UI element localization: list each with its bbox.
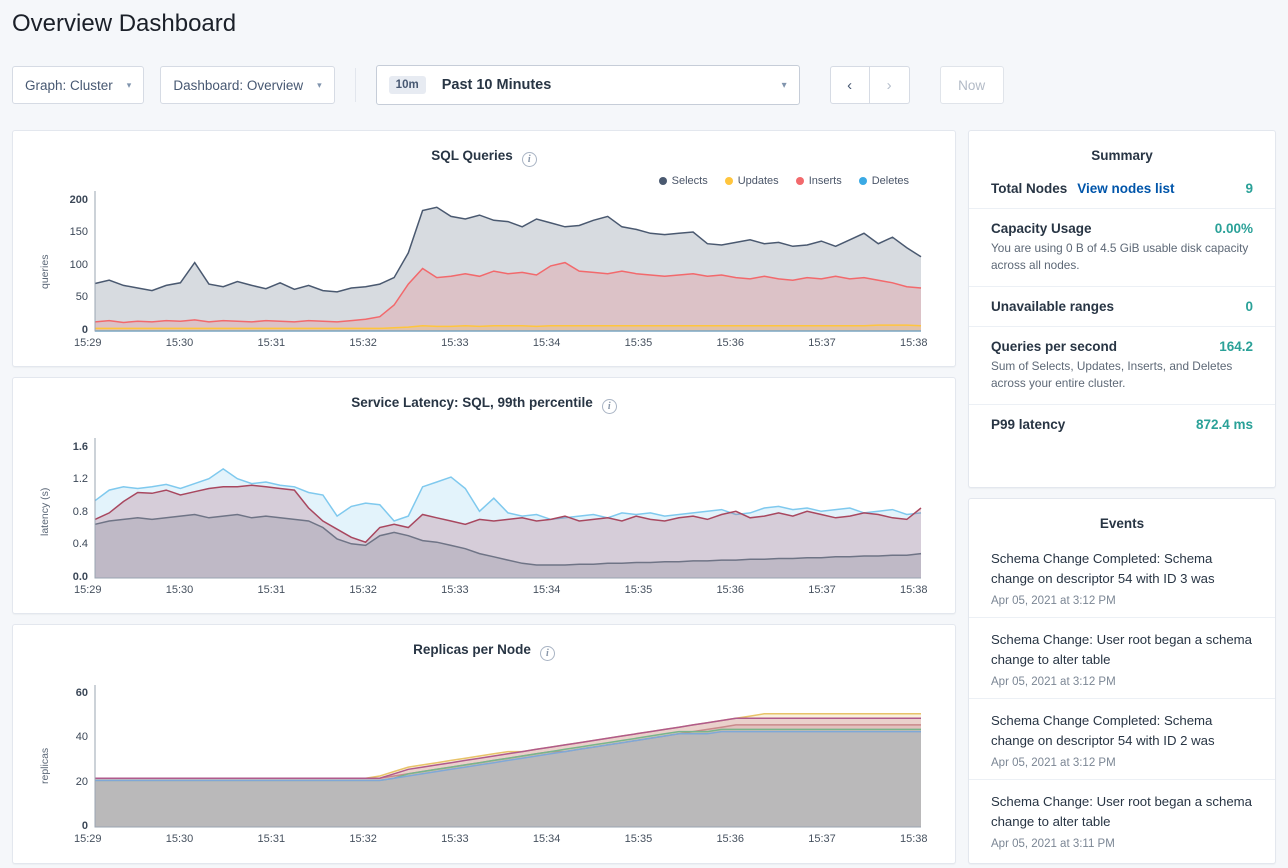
summary-row-value: 0.00% <box>1214 221 1253 236</box>
x-axis-tick: 15:37 <box>808 584 836 596</box>
chart-title-text: SQL Queries <box>431 148 513 163</box>
summary-row-key: P99 latency <box>991 417 1066 433</box>
events-list <box>969 537 1275 860</box>
dashboard-selector[interactable] <box>160 66 334 104</box>
chevron-down-icon: ▾ <box>317 79 322 90</box>
event-item[interactable] <box>969 617 1275 698</box>
summary-row-key: Capacity Usage <box>991 221 1092 236</box>
x-axis-tick: 15:33 <box>441 833 469 845</box>
event-timestamp: Apr 05, 2021 at 3:12 PM <box>991 594 1116 607</box>
info-icon[interactable]: i <box>522 152 537 167</box>
summary-row-description: Sum of Selects, Updates, Inserts, and Deletes across your entire cluster. <box>991 359 1233 391</box>
chart-title-text: Replicas per Node <box>413 642 531 657</box>
summary-card <box>968 130 1276 488</box>
y-axis-tick: 60 <box>75 686 88 699</box>
legend-label: Updates <box>737 175 779 187</box>
chart-svg <box>13 131 957 368</box>
summary-row-value: 9 <box>1245 181 1253 196</box>
y-axis-label: latency (s) <box>39 487 51 536</box>
summary-row-line <box>991 339 1253 354</box>
event-timestamp: Apr 05, 2021 at 3:12 PM <box>991 675 1116 688</box>
summary-row-value: 872.4 ms <box>1195 417 1253 433</box>
x-axis-tick: 15:30 <box>165 337 194 349</box>
x-axis-tick: 15:38 <box>900 584 928 596</box>
x-axis-tick: 15:35 <box>624 833 653 845</box>
x-axis-tick: 15:29 <box>74 337 102 349</box>
x-axis-tick: 15:29 <box>74 584 102 596</box>
x-axis-tick: 15:37 <box>808 337 836 349</box>
dashboard-selector-label: Dashboard: Overview <box>173 77 304 93</box>
sql-queries-card <box>12 130 956 367</box>
service-latency-plot[interactable] <box>13 378 957 615</box>
x-axis-tick: 15:38 <box>900 337 928 349</box>
chart-title-text: Service Latency: SQL, 99th percentile <box>351 395 593 410</box>
summary-row-line <box>991 299 1253 314</box>
replicas-per-node-card <box>12 624 956 864</box>
summary-row <box>969 326 1275 392</box>
summary-row-value: 164.2 <box>1219 339 1253 355</box>
event-item[interactable] <box>969 698 1275 779</box>
x-axis-tick: 15:37 <box>808 833 836 845</box>
y-axis-tick: 50 <box>75 291 88 304</box>
summary-row <box>969 169 1275 196</box>
chart-svg <box>13 625 957 865</box>
x-axis-tick: 15:30 <box>165 833 194 845</box>
summary-row <box>969 286 1275 314</box>
replicas-per-node-plot[interactable] <box>13 625 957 865</box>
next-range-button[interactable]: › <box>870 66 910 104</box>
x-axis-tick: 15:35 <box>624 584 653 596</box>
x-axis-tick: 15:38 <box>900 833 928 845</box>
x-axis-tick: 15:29 <box>74 833 102 845</box>
y-axis-tick: 40 <box>75 731 88 744</box>
summary-row-line <box>991 417 1253 432</box>
service-latency-card <box>12 377 956 614</box>
y-axis-tick: 1.6 <box>72 440 88 453</box>
time-range-label: Past 10 Minutes <box>441 77 552 93</box>
x-axis-tick: 15:32 <box>349 833 377 845</box>
event-item[interactable] <box>969 779 1275 860</box>
y-axis-tick: 150 <box>69 226 88 239</box>
y-axis-tick: 0 <box>81 820 88 832</box>
summary-row <box>969 208 1275 274</box>
chevron-down-icon: ▾ <box>126 79 132 90</box>
sql-queries-plot[interactable] <box>13 131 957 368</box>
x-axis-tick: 15:36 <box>716 337 744 349</box>
event-timestamp: Apr 05, 2021 at 3:11 PM <box>991 837 1115 850</box>
y-axis-tick: 0.4 <box>72 538 88 551</box>
summary-row-key: Unavailable ranges <box>991 299 1115 315</box>
y-axis-tick: 0.0 <box>72 571 88 583</box>
y-axis-tick: 20 <box>75 775 88 788</box>
toolbar-divider <box>355 68 356 102</box>
graph-selector[interactable] <box>12 66 144 104</box>
legend-label: Selects <box>671 175 708 187</box>
chart-svg <box>13 378 957 615</box>
summary-row-line <box>991 181 1253 196</box>
x-axis-tick: 15:31 <box>257 337 286 349</box>
x-axis-tick: 15:30 <box>165 584 194 596</box>
summary-row-key: Total Nodes <box>991 181 1068 196</box>
summary-row <box>969 404 1275 432</box>
y-axis-tick: 100 <box>69 258 88 271</box>
event-timestamp: Apr 05, 2021 at 3:12 PM <box>991 756 1116 769</box>
summary-rows <box>969 169 1275 432</box>
event-text: Schema Change Completed: Schema change on descriptor 54 with ID 3 was <box>991 551 1215 587</box>
y-axis-tick: 200 <box>69 193 88 206</box>
x-axis-tick: 15:31 <box>257 584 286 596</box>
summary-row-line <box>991 221 1253 236</box>
y-axis-label: replicas <box>39 747 51 784</box>
time-nav-group <box>830 66 910 104</box>
x-axis-tick: 15:34 <box>532 337 561 349</box>
x-axis-tick: 15:34 <box>532 584 561 596</box>
legend-label: Inserts <box>808 175 842 187</box>
event-text: Schema Change: User root began a schema change to alter table <box>991 793 1252 830</box>
x-axis-tick: 15:35 <box>624 337 653 349</box>
page-title: Overview Dashboard <box>12 10 237 37</box>
y-axis-tick: 1.2 <box>72 473 88 486</box>
summary-row-description: You are using 0 B of 4.5 GiB usable disk capacity across all nodes. <box>991 241 1249 273</box>
view-nodes-list-link[interactable]: View nodes list <box>1077 181 1175 196</box>
x-axis-tick: 15:34 <box>532 833 561 845</box>
events-card <box>968 498 1276 864</box>
graph-selector-label: Graph: Cluster <box>25 77 113 93</box>
legend-label: Deletes <box>871 175 909 187</box>
event-text: Schema Change Completed: Schema change on descriptor 54 with ID 2 was <box>991 712 1215 749</box>
info-icon[interactable]: i <box>540 646 555 661</box>
y-axis-tick: 0 <box>81 324 88 336</box>
x-axis-tick: 15:33 <box>441 337 469 349</box>
toolbar <box>0 58 1288 112</box>
now-button[interactable]: Now <box>940 66 1004 104</box>
info-icon[interactable]: i <box>602 399 617 414</box>
event-item[interactable] <box>969 537 1275 617</box>
time-range-pill: 10m <box>389 76 426 94</box>
time-range-picker[interactable] <box>376 65 800 105</box>
y-axis-label: queries <box>39 254 51 289</box>
x-axis-tick: 15:32 <box>349 337 377 349</box>
x-axis-tick: 15:33 <box>441 584 469 596</box>
x-axis-tick: 15:36 <box>716 584 744 596</box>
summary-row-key: Queries per second <box>991 339 1118 355</box>
y-axis-tick: 0.8 <box>72 505 88 518</box>
summary-title: Summary <box>1091 148 1153 163</box>
x-axis-tick: 15:32 <box>349 584 377 596</box>
events-title: Events <box>1099 516 1145 531</box>
x-axis-tick: 15:36 <box>716 833 744 845</box>
summary-row-value: 0 <box>1245 299 1253 315</box>
event-text: Schema Change: User root began a schema change to alter table <box>991 631 1252 668</box>
x-axis-tick: 15:31 <box>257 833 286 845</box>
previous-range-button[interactable]: ‹ <box>830 66 870 104</box>
chevron-down-icon: ▾ <box>781 79 787 91</box>
